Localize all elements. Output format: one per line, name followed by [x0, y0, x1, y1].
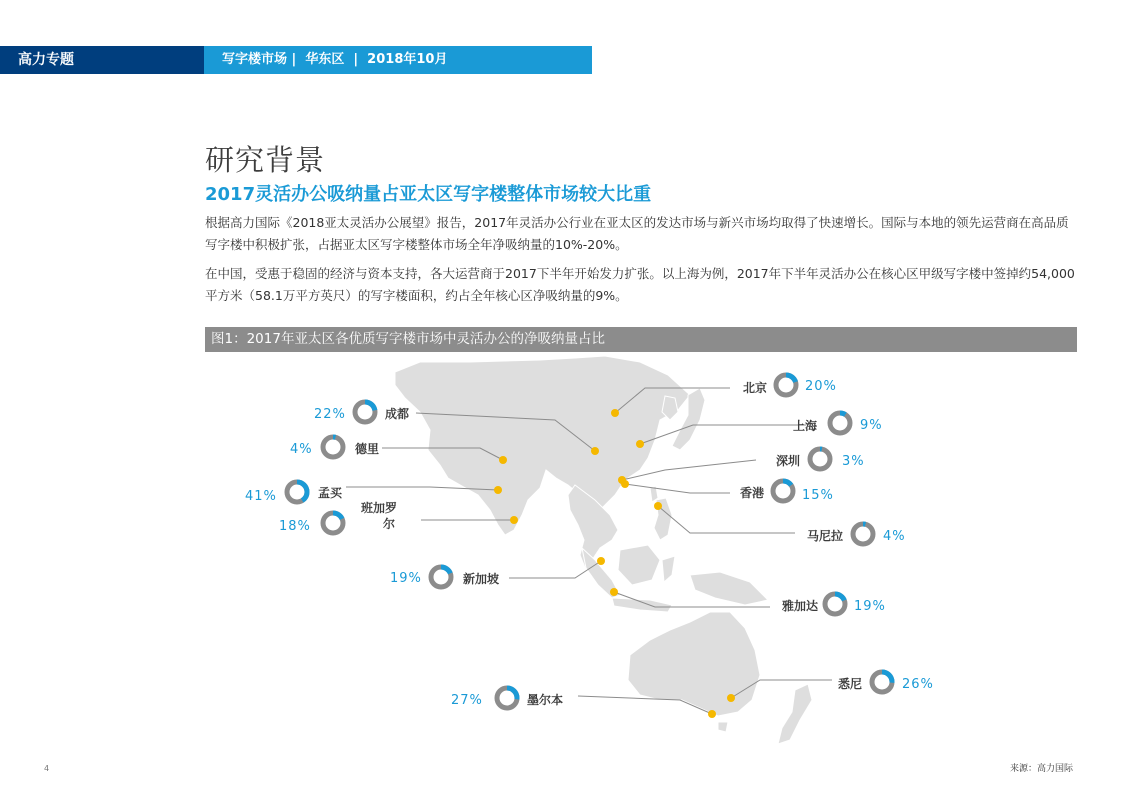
pct-label-bangalore: 18%	[279, 519, 311, 534]
city-label-beijing: 北京	[743, 381, 768, 395]
pct-label-mumbai: 41%	[245, 489, 277, 504]
pct-label-shenzhen: 3%	[842, 454, 865, 469]
donut-shanghai	[830, 413, 850, 433]
donut-sydney	[872, 672, 892, 692]
pct-label-shanghai: 9%	[860, 418, 883, 433]
marker-jakarta	[610, 588, 618, 596]
donut-jakarta	[825, 594, 845, 614]
land-java	[612, 598, 672, 612]
donut-mumbai	[287, 482, 307, 502]
city-label-shenzhen: 深圳	[776, 454, 801, 468]
city-label-delhi: 德里	[355, 442, 380, 456]
land-new-zealand	[778, 684, 812, 744]
marker-manila	[654, 502, 662, 510]
land-new-guinea	[690, 572, 768, 605]
page-subtitle: 2017灵活办公吸纳量占亚太区写字楼整体市场较大比重	[205, 184, 652, 205]
marker-chengdu	[591, 447, 599, 455]
city-label-manila: 马尼拉	[807, 529, 844, 543]
city-label-bangalore-line1: 班加罗	[361, 501, 398, 515]
land-tasmania	[718, 722, 728, 732]
paragraph-2: 在中国，受惠于稳固的经济与资本支持，各大运营商于2017下半年开始发力扩张。以上海为例，2017年下半年灵活办公在核心区甲级写字楼中签掉约54,000平方米（58.1万平方英尺）的写字楼面积，约占全年核心区净吸纳量的9%。	[205, 266, 1075, 303]
marker-singapore	[597, 557, 605, 565]
header-breadcrumb: 写字楼市场 | 华东区 | 2018年10月	[204, 46, 592, 74]
page-number: 4	[44, 764, 50, 773]
donut-delhi	[323, 437, 343, 457]
marker-shanghai	[636, 440, 644, 448]
marker-melbourne	[708, 710, 716, 718]
figure-caption: 图1：2017年亚太区各优质写字楼市场中灵活办公的净吸纳量占比	[205, 327, 1077, 352]
land-sulawesi	[662, 556, 675, 582]
donut-manila	[853, 524, 873, 544]
land-australia	[628, 612, 760, 716]
city-label-hongkong: 香港	[740, 486, 765, 500]
marker-delhi	[499, 456, 507, 464]
pct-label-beijing: 20%	[805, 379, 837, 394]
donut-ring	[830, 413, 850, 433]
marker-mumbai	[494, 486, 502, 494]
city-label-sydney: 悉尼	[838, 677, 863, 691]
donut-bangalore	[323, 513, 343, 533]
land-asia-mainland	[395, 356, 690, 535]
marker-sydney	[727, 694, 735, 702]
pct-label-chengdu: 22%	[314, 407, 346, 422]
city-label-singapore: 新加坡	[463, 572, 500, 586]
pct-label-singapore: 19%	[390, 571, 422, 586]
donut-ring	[323, 437, 343, 457]
donut-chengdu	[355, 402, 375, 422]
header-brand: 高力专题	[0, 46, 204, 74]
donut-ring	[853, 524, 873, 544]
city-label-chengdu: 成都	[385, 407, 410, 421]
donut-singapore	[431, 567, 451, 587]
city-label-mumbai: 孟买	[318, 486, 343, 500]
city-label-shanghai: 上海	[793, 419, 818, 433]
paragraph-1: 根据高力国际《2018亚太灵活办公展望》报告，2017年灵活办公行业在亚太区的发达市场与新兴市场均取得了快速增长。国际与本地的领先运营商在高品质写字楼中积极扩张，占据亚太区写字楼整体市场全年净吸纳量的10%-20%。	[205, 215, 1069, 252]
land-borneo	[618, 545, 660, 585]
page-title: 研究背景	[205, 143, 326, 177]
donut-shenzhen	[810, 449, 830, 469]
pct-label-manila: 4%	[883, 529, 906, 544]
marker-beijing	[611, 409, 619, 417]
pct-label-jakarta: 19%	[854, 599, 886, 614]
land-masses	[395, 356, 812, 744]
city-label-bangalore-line2: 尔	[383, 517, 396, 531]
pct-label-melbourne: 27%	[451, 693, 483, 708]
pct-label-delhi: 4%	[290, 442, 313, 457]
donut-beijing	[776, 375, 796, 395]
pct-label-sydney: 26%	[902, 677, 934, 692]
donut-hongkong	[773, 481, 793, 501]
source-note: 来源：高力国际	[1010, 764, 1074, 774]
donut-ring	[810, 449, 830, 469]
city-label-melbourne: 墨尔本	[527, 693, 564, 707]
city-label-jakarta: 雅加达	[782, 599, 819, 613]
marker-hongkong	[621, 480, 629, 488]
donut-melbourne	[497, 688, 517, 708]
pct-label-hongkong: 15%	[802, 488, 834, 503]
marker-bangalore	[510, 516, 518, 524]
